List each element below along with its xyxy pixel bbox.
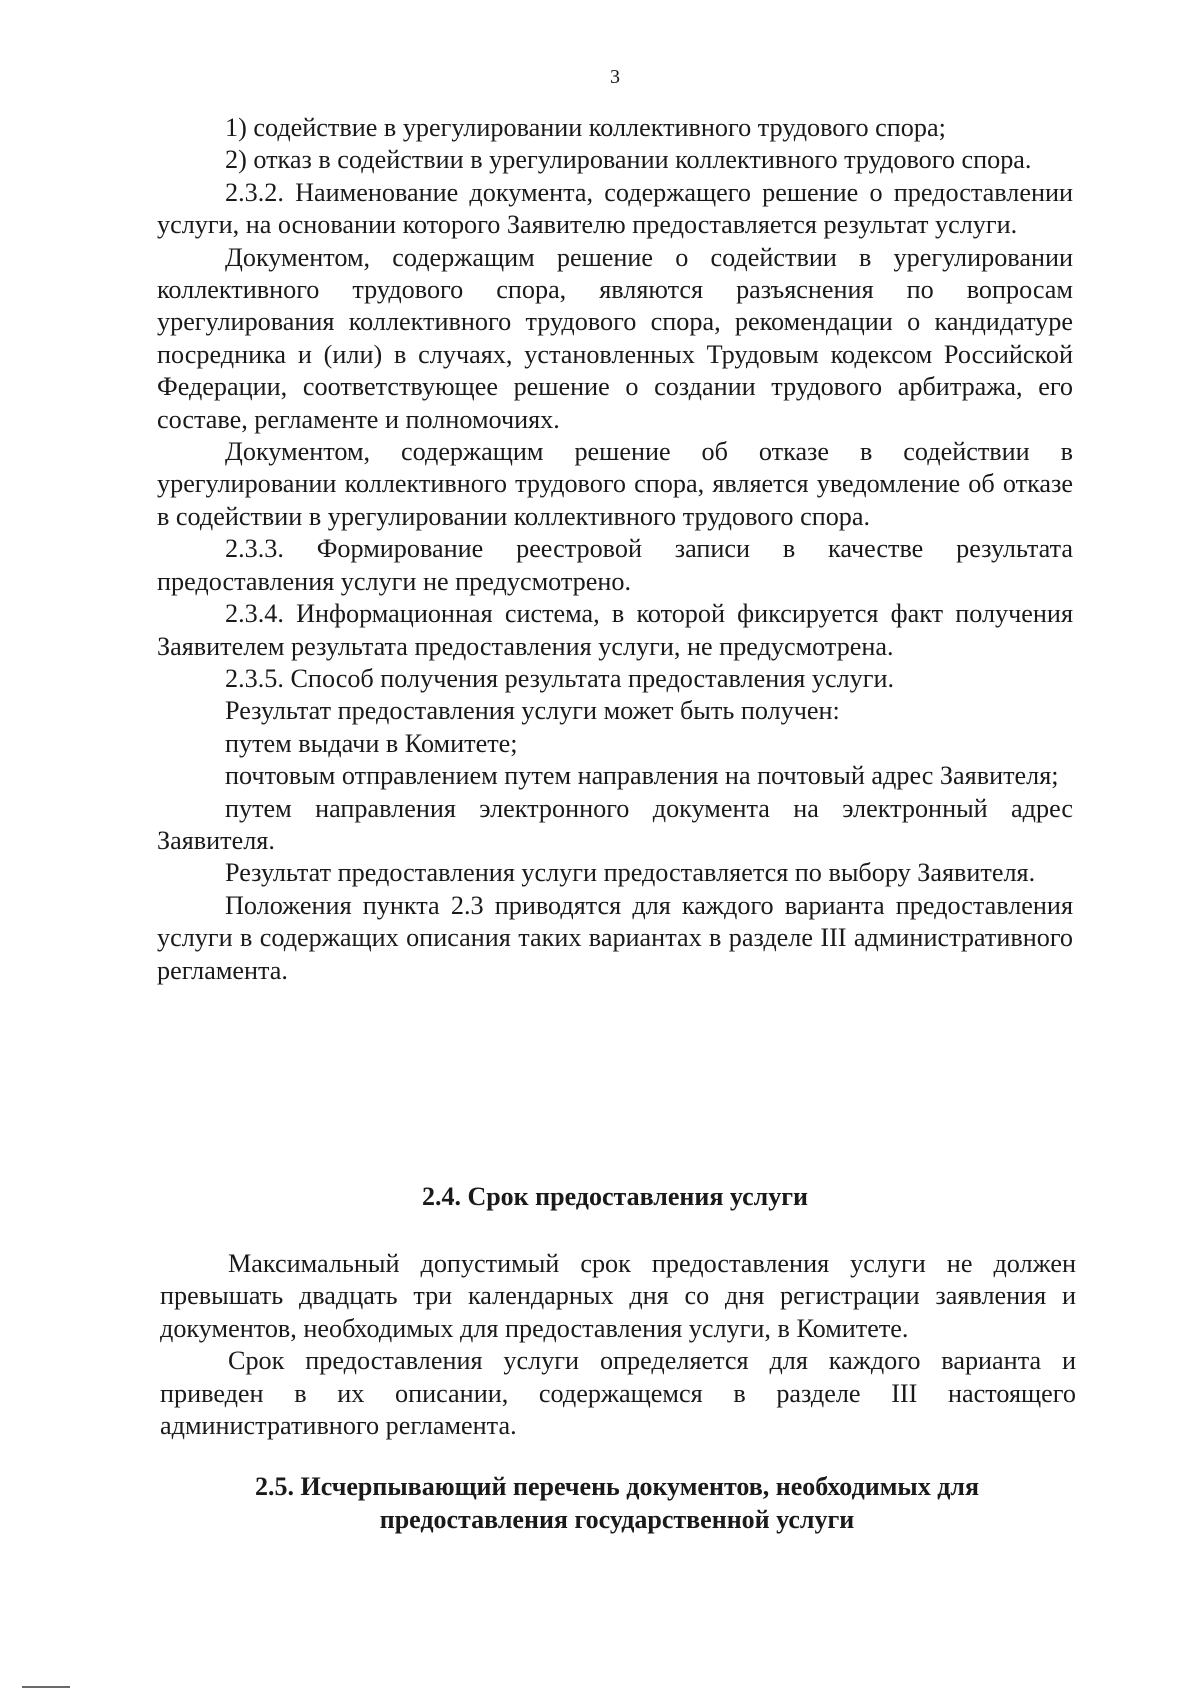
paragraph-result-option-1: 1) содействие в урегулировании коллективного трудового спора;: [225, 113, 946, 142]
paragraph-way-electronic: путем направления электронного документа на электронный адрес Заявителя.: [157, 793, 1073, 855]
paragraph-2-3-3: 2.3.3. Формирование реестровой записи в качестве результата предоставления услуги не предусмотрено.: [157, 534, 1073, 596]
paragraph-2-3-2: 2.3.2. Наименование документа, содержащего решение о предоставлении услуги, на основании которого Заявителю предоставляется результат услуги.: [157, 177, 1073, 240]
paragraph-term-variants: Срок предоставления услуги определяется для каждого варианта и приведен в их описании, содержащемся в разделе III настоящего административного регламента.: [160, 1346, 1076, 1441]
section-2-3-body: [157, 112, 1073, 987]
paragraph-way-committee: путем выдачи в Комитете;: [225, 728, 518, 758]
paragraph-assistance-document: Документом, содержащим решение о содействии в урегулировании коллективного трудового спора, являются разъяснения по вопросам урегулирования коллективного трудового спора, рекомендации о кандидатуре посредника и (или) в случаях, установленных Трудовым кодексом Российской Федерации, соответствующее решение о создании трудового арбитража, его составе, регламенте и полномочиях.: [157, 242, 1073, 434]
heading-2-4: 2.4. Срок предоставления услуги: [421, 1182, 809, 1211]
paragraph-2-3-5: 2.3.5. Способ получения результата предоставления услуги.: [225, 663, 895, 693]
paragraph-variants-note: Положения пункта 2.3 приводятся для каждого варианта предоставления услуги в содержащих описания таких вариантах в разделе III административного регламента.: [157, 890, 1073, 985]
heading-2-5: [157, 1470, 1077, 1536]
paragraph-refusal-document: Документом, содержащим решение об отказе в содействии в урегулировании коллективного трудового спора, является уведомление об отказе в содействии в урегулировании коллективного трудового спора.: [157, 437, 1073, 531]
paragraph-2-3-4: 2.3.4. Информационная система, в которой фиксируется факт получения Заявителем результата предоставления услуги, не предусмотрена.: [157, 599, 1073, 661]
page-number: 3: [610, 66, 620, 88]
paragraph-way-post: почтовым отправлением путем направления на почтовый адрес Заявителя;: [225, 761, 1059, 791]
heading-2-5-line-1: 2.5. Исчерпывающий перечень документов, необходимых для: [254, 1472, 980, 1501]
scan-edge-mark: [22, 1686, 70, 1688]
paragraph-result-ways-intro: Результат предоставления услуги может быть получен:: [225, 696, 840, 726]
heading-2-5-line-2: предоставления государственной услуги: [379, 1505, 855, 1534]
paragraph-result-option-2: 2) отказ в содействии в урегулировании коллективного трудового спора.: [225, 145, 1032, 175]
section-2-4-body: [160, 1248, 1076, 1442]
paragraph-max-term: Максимальный допустимый срок предоставления услуги не должен превышать двадцать три календарных дня со дня регистрации заявления и документов, необходимых для предоставления услуги, в Комитете.: [160, 1249, 1076, 1343]
paragraph-applicant-choice: Результат предоставления услуги предоставляется по выбору Заявителя.: [225, 858, 1036, 888]
